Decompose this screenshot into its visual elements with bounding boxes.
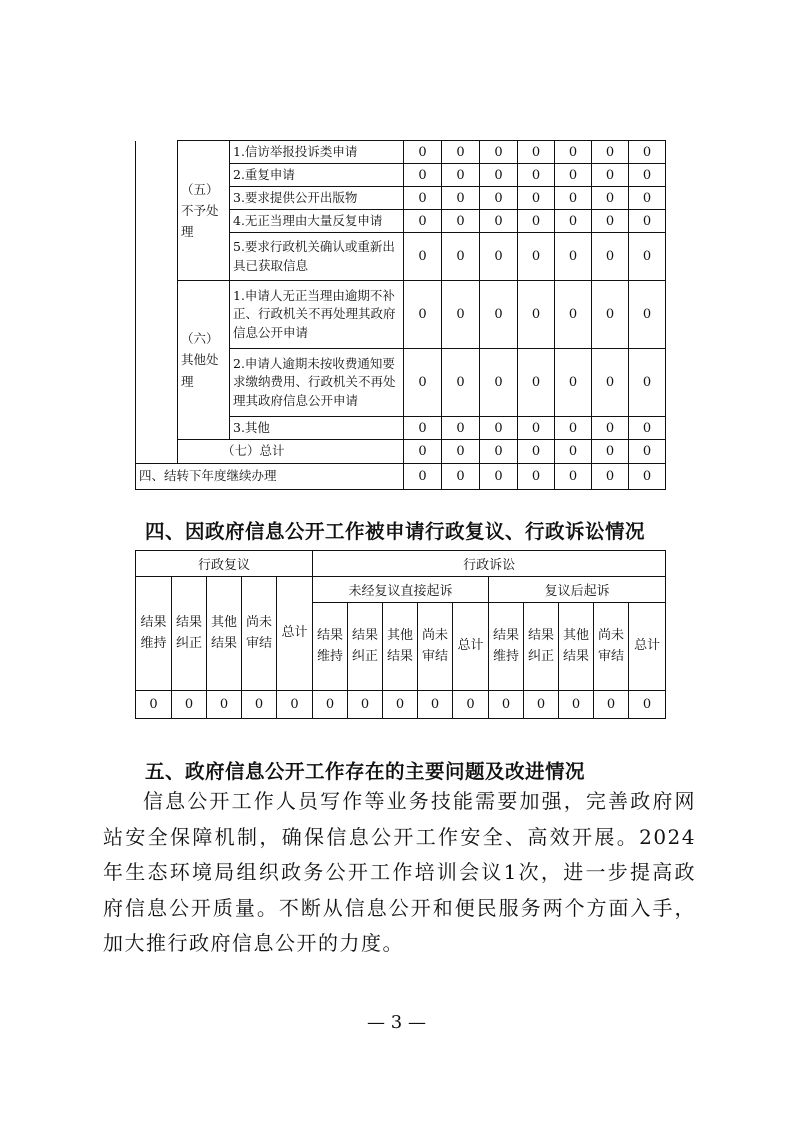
section-4-heading: 四、因政府信息公开工作被申请行政复议、行政诉讼情况 bbox=[145, 520, 646, 543]
review-col-2: 结果纠正 bbox=[172, 577, 207, 691]
row-value: 0 bbox=[629, 417, 666, 440]
group-6-label: （六）其他处理 bbox=[178, 281, 230, 440]
after-col-5: 总计 bbox=[629, 603, 666, 691]
row-value: 0 bbox=[442, 440, 480, 464]
row-value: 0 bbox=[442, 349, 480, 417]
row-value: 0 bbox=[518, 440, 555, 464]
review-value: 0 bbox=[418, 691, 453, 719]
row-value: 0 bbox=[480, 464, 518, 490]
row-value: 0 bbox=[404, 349, 442, 417]
row-value: 0 bbox=[555, 233, 592, 281]
table-row bbox=[136, 281, 666, 349]
review-col-4: 尚未审结 bbox=[242, 577, 277, 691]
row-value: 0 bbox=[480, 349, 518, 417]
row-value: 0 bbox=[442, 210, 480, 233]
row-value: 0 bbox=[404, 281, 442, 349]
after-col-2: 结果纠正 bbox=[524, 603, 559, 691]
admin-review-header: 行政复议 bbox=[136, 551, 313, 577]
row-value: 0 bbox=[404, 233, 442, 281]
row-value: 0 bbox=[442, 464, 480, 490]
review-value: 0 bbox=[453, 691, 489, 719]
row-value: 0 bbox=[518, 187, 555, 210]
row-value: 0 bbox=[629, 233, 666, 281]
row-value: 0 bbox=[592, 281, 629, 349]
direct-col-4: 尚未审结 bbox=[418, 603, 453, 691]
row-value: 0 bbox=[592, 233, 629, 281]
row-label: 1.信访举报投诉类申请 bbox=[230, 141, 404, 164]
blank-margin-cell bbox=[136, 141, 178, 464]
row-value: 0 bbox=[480, 417, 518, 440]
review-value: 0 bbox=[629, 691, 666, 719]
review-value: 0 bbox=[594, 691, 629, 719]
row-label: 4.无正当理由大量反复申请 bbox=[230, 210, 404, 233]
row-value: 0 bbox=[555, 349, 592, 417]
row-value: 0 bbox=[629, 440, 666, 464]
carry-over-row bbox=[136, 464, 666, 490]
review-value: 0 bbox=[136, 691, 172, 719]
row-value: 0 bbox=[518, 233, 555, 281]
row-value: 0 bbox=[518, 164, 555, 187]
row-value: 0 bbox=[518, 417, 555, 440]
review-value: 0 bbox=[489, 691, 524, 719]
row-value: 0 bbox=[480, 187, 518, 210]
row-value: 0 bbox=[442, 233, 480, 281]
page-number: — 3 — bbox=[367, 1012, 426, 1033]
row-value: 0 bbox=[592, 141, 629, 164]
row-value: 0 bbox=[555, 440, 592, 464]
row-value: 0 bbox=[555, 164, 592, 187]
row-value: 0 bbox=[555, 464, 592, 490]
review-value: 0 bbox=[524, 691, 559, 719]
after-col-1: 结果维持 bbox=[489, 603, 524, 691]
review-col-3: 其他结果 bbox=[207, 577, 242, 691]
row-value: 0 bbox=[442, 141, 480, 164]
row-label: 5.要求行政机关确认或重新出具已获取信息 bbox=[230, 233, 404, 281]
admin-litigation-header: 行政诉讼 bbox=[313, 551, 666, 577]
row-value: 0 bbox=[404, 417, 442, 440]
row-label: 2.申请人逾期未按收费通知要求缴纳费用、行政机关不再处理其政府信息公开申请 bbox=[230, 349, 404, 417]
row-value: 0 bbox=[592, 164, 629, 187]
row-value: 0 bbox=[480, 440, 518, 464]
row-value: 0 bbox=[404, 464, 442, 490]
row-value: 0 bbox=[480, 233, 518, 281]
review-value: 0 bbox=[559, 691, 594, 719]
row-value: 0 bbox=[629, 281, 666, 349]
table-row bbox=[136, 141, 666, 164]
row-value: 0 bbox=[480, 210, 518, 233]
row-value: 0 bbox=[555, 417, 592, 440]
row-value: 0 bbox=[629, 210, 666, 233]
row-value: 0 bbox=[592, 417, 629, 440]
direct-col-2: 结果纠正 bbox=[348, 603, 383, 691]
row-value: 0 bbox=[442, 164, 480, 187]
row-value: 0 bbox=[480, 281, 518, 349]
review-value: 0 bbox=[383, 691, 418, 719]
review-value: 0 bbox=[348, 691, 383, 719]
row-value: 0 bbox=[592, 210, 629, 233]
after-col-4: 尚未审结 bbox=[594, 603, 629, 691]
row-value: 0 bbox=[629, 141, 666, 164]
row-value: 0 bbox=[555, 187, 592, 210]
row-value: 0 bbox=[555, 141, 592, 164]
row-label: 1.申请人无正当理由逾期不补正、行政机关不再处理其政府信息公开申请 bbox=[230, 281, 404, 349]
row-value: 0 bbox=[518, 141, 555, 164]
row-value: 0 bbox=[629, 464, 666, 490]
row-value: 0 bbox=[629, 349, 666, 417]
row-value: 0 bbox=[592, 464, 629, 490]
direct-col-5: 总计 bbox=[453, 603, 489, 691]
row-value: 0 bbox=[442, 187, 480, 210]
row-value: 0 bbox=[555, 210, 592, 233]
section-5-heading: 五、政府信息公开工作存在的主要问题及改进情况 bbox=[145, 760, 586, 783]
carry-over-label: 四、结转下年度继续办理 bbox=[136, 464, 404, 490]
total-label: （七）总计 bbox=[178, 440, 404, 464]
row-value: 0 bbox=[404, 164, 442, 187]
row-value: 0 bbox=[404, 141, 442, 164]
row-value: 0 bbox=[442, 417, 480, 440]
row-label: 3.要求提供公开出版物 bbox=[230, 187, 404, 210]
row-value: 0 bbox=[518, 210, 555, 233]
review-value: 0 bbox=[313, 691, 348, 719]
section-5-paragraph: 信息公开工作人员写作等业务技能需要加强，完善政府网站安全保障机制，确保信息公开工作安全、高效开展。2024年生态环境局组织政务公开工作培训会议1次，进一步提高政府信息公开质量。不断从信息公开和便民服务两个方面入手，加大推行政府信息公开的力度。 bbox=[103, 789, 696, 955]
row-label: 2.重复申请 bbox=[230, 164, 404, 187]
review-col-1: 结果维持 bbox=[136, 577, 172, 691]
review-values-row bbox=[136, 691, 666, 719]
review-value: 0 bbox=[207, 691, 242, 719]
row-value: 0 bbox=[555, 281, 592, 349]
row-label: 3.其他 bbox=[230, 417, 404, 440]
total-row bbox=[136, 440, 666, 464]
row-value: 0 bbox=[404, 187, 442, 210]
row-value: 0 bbox=[629, 164, 666, 187]
review-value: 0 bbox=[172, 691, 207, 719]
row-value: 0 bbox=[629, 187, 666, 210]
direct-suit-header: 未经复议直接起诉 bbox=[313, 577, 489, 603]
review-value: 0 bbox=[277, 691, 313, 719]
after-review-suit-header: 复议后起诉 bbox=[489, 577, 666, 603]
row-value: 0 bbox=[518, 464, 555, 490]
row-value: 0 bbox=[592, 349, 629, 417]
row-value: 0 bbox=[442, 281, 480, 349]
direct-col-1: 结果维持 bbox=[313, 603, 348, 691]
review-litigation-table bbox=[135, 550, 666, 719]
row-value: 0 bbox=[592, 187, 629, 210]
review-col-5: 总计 bbox=[277, 577, 313, 691]
row-value: 0 bbox=[404, 440, 442, 464]
row-value: 0 bbox=[592, 440, 629, 464]
group-5-label: （五）不予处理 bbox=[178, 141, 230, 281]
review-value: 0 bbox=[242, 691, 277, 719]
row-value: 0 bbox=[480, 141, 518, 164]
row-value: 0 bbox=[518, 349, 555, 417]
after-col-3: 其他结果 bbox=[559, 603, 594, 691]
row-value: 0 bbox=[480, 164, 518, 187]
row-value: 0 bbox=[404, 210, 442, 233]
direct-col-3: 其他结果 bbox=[383, 603, 418, 691]
application-handling-table bbox=[135, 140, 666, 490]
row-value: 0 bbox=[518, 281, 555, 349]
